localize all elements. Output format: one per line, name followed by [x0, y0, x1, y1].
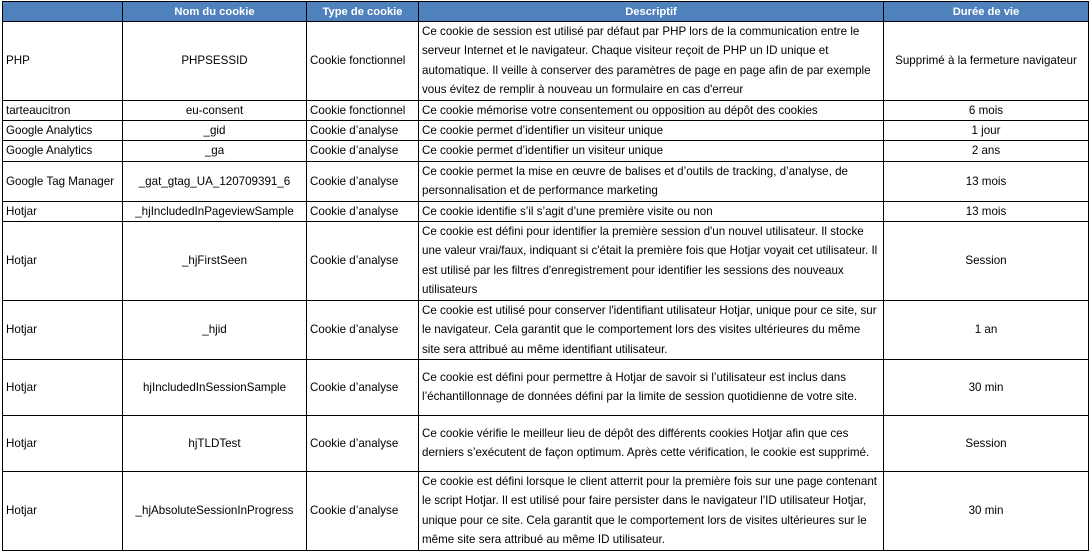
cell-duration: 6 mois [884, 100, 1089, 120]
table-row [3, 222, 1089, 301]
cell-cookie-type: Cookie d’analyse [307, 471, 419, 550]
cell-provider: Hotjar [3, 222, 123, 301]
cell-cookie-type: Cookie fonctionnel [307, 100, 419, 120]
cell-provider: Google Tag Manager [3, 161, 123, 201]
cell-cookie-type: Cookie d’analyse [307, 161, 419, 201]
cell-provider: Google Analytics [3, 141, 123, 161]
cell-provider: PHP [3, 22, 123, 101]
cell-cookie-type: Cookie d’analyse [307, 222, 419, 301]
cell-duration: 2 ans [884, 141, 1089, 161]
table-row [3, 471, 1089, 550]
cell-description: Ce cookie permet la mise en œuvre de balises et d’outils de tracking, d’analyse, de personnalisation et de performance marketing [419, 161, 884, 201]
cell-provider: Hotjar [3, 471, 123, 550]
cell-duration: 13 mois [884, 161, 1089, 201]
cell-provider: tarteaucitron [3, 100, 123, 120]
cell-cookie-type: Cookie fonctionnel [307, 22, 419, 101]
table-row [3, 359, 1089, 415]
cell-cookie-type: Cookie d’analyse [307, 121, 419, 141]
header-description: Descriptif [419, 2, 884, 22]
table-row [3, 300, 1089, 359]
cell-description: Ce cookie est défini pour permettre à Hotjar de savoir si l’utilisateur est inclus dans l’échantillonnage de données défini par la limite de session quotidienne de votre site. [419, 359, 884, 415]
table-row [3, 415, 1089, 471]
cell-duration: Session [884, 415, 1089, 471]
cell-duration: 1 an [884, 300, 1089, 359]
cell-duration: 30 min [884, 471, 1089, 550]
cell-cookie-name: hjIncludedInSessionSample [123, 359, 307, 415]
cell-duration: Session [884, 222, 1089, 301]
table-header-row [3, 2, 1089, 22]
cell-cookie-name: PHPSESSID [123, 22, 307, 101]
cell-cookie-type: Cookie d’analyse [307, 415, 419, 471]
table-row [3, 201, 1089, 221]
cell-cookie-name: _hjIncludedInPageviewSample [123, 201, 307, 221]
header-cookie-name: Nom du cookie [123, 2, 307, 22]
cell-cookie-name: _hjid [123, 300, 307, 359]
cell-provider: Hotjar [3, 415, 123, 471]
cell-description: Ce cookie vérifie le meilleur lieu de dépôt des différents cookies Hotjar afin que ces derniers s’exécutent de façon optimum. Après cette vérification, le cookie est supprimé. [419, 415, 884, 471]
cell-provider: Hotjar [3, 201, 123, 221]
table-row [3, 161, 1089, 201]
cell-cookie-name: _hjFirstSeen [123, 222, 307, 301]
table-row [3, 141, 1089, 161]
header-provider [3, 2, 123, 22]
cell-cookie-name: _gid [123, 121, 307, 141]
cell-description: Ce cookie est défini lorsque le client atterrit pour la première fois sur une page contenant le script Hotjar. Il est utilisé pour faire persister dans le navigateur l'ID utilisateur Hotjar, unique pour ce site. Cela garantit que le comportement lors de visites ultérieures sur le même site sera attribué au même ID utilisateur. [419, 471, 884, 550]
cookie-table [2, 1, 1089, 551]
table-row [3, 22, 1089, 101]
cell-description: Ce cookie est défini pour identifier la première session d'un nouvel utilisateur. Il stocke une valeur vrai/faux, indiquant si c'était la première fois que Hotjar voyait cet utilisateur. Il est utilisé par les filtres d'enregistrement pour identifier les sessions des nouveaux utilisateurs [419, 222, 884, 301]
header-duration: Durée de vie [884, 2, 1089, 22]
cell-description: Ce cookie est utilisé pour conserver l'identifiant utilisateur Hotjar, unique pour ce site, sur le navigateur. Cela garantit que le comportement lors des visites ultérieures du même site sera attribué au même identifiant utilisateur. [419, 300, 884, 359]
cell-description: Ce cookie mémorise votre consentement ou opposition au dépôt des cookies [419, 100, 884, 120]
cell-provider: Google Analytics [3, 121, 123, 141]
cell-cookie-name: _ga [123, 141, 307, 161]
cell-cookie-name: _hjAbsoluteSessionInProgress [123, 471, 307, 550]
cell-provider: Hotjar [3, 359, 123, 415]
cell-cookie-type: Cookie d’analyse [307, 359, 419, 415]
cell-description: Ce cookie permet d’identifier un visiteur unique [419, 141, 884, 161]
cell-description: Ce cookie permet d’identifier un visiteur unique [419, 121, 884, 141]
cell-description: Ce cookie identifie s’il s’agit d’une première visite ou non [419, 201, 884, 221]
cell-provider: Hotjar [3, 300, 123, 359]
table-row [3, 121, 1089, 141]
cell-cookie-name: hjTLDTest [123, 415, 307, 471]
table-row [3, 100, 1089, 120]
cell-cookie-type: Cookie d’analyse [307, 201, 419, 221]
cell-description: Ce cookie de session est utilisé par défaut par PHP lors de la communication entre le serveur Internet et le navigateur. Chaque visiteur reçoit de PHP un ID unique et automatique. Il veille à conserver des paramètres de page en page afin de par exemple vous évitez de remplir à nouveau un formulaire en cas d'erreur [419, 22, 884, 101]
cell-cookie-name: eu-consent [123, 100, 307, 120]
cell-duration: 30 min [884, 359, 1089, 415]
cell-duration: Supprimé à la fermeture navigateur [884, 22, 1089, 101]
cell-duration: 13 mois [884, 201, 1089, 221]
cell-cookie-type: Cookie d’analyse [307, 141, 419, 161]
cell-duration: 1 jour [884, 121, 1089, 141]
cell-cookie-name: _gat_gtag_UA_120709391_6 [123, 161, 307, 201]
header-cookie-type: Type de cookie [307, 2, 419, 22]
cell-cookie-type: Cookie d’analyse [307, 300, 419, 359]
